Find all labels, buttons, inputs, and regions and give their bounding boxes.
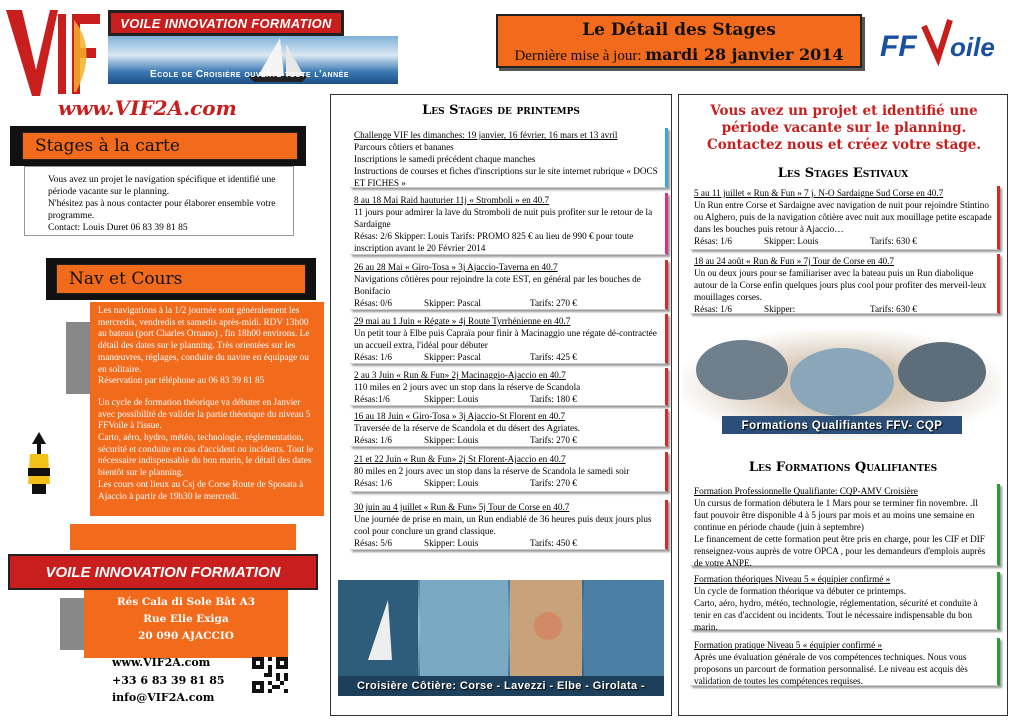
svg-text:oile: oile (950, 32, 995, 62)
buoy-icon (24, 432, 54, 496)
spring-card-2: 8 au 18 Mai Raid hauturier 11j « Stromboli » en 40.7 11 jours pour admirer la lave du Stromboli de nuit puis profiter sur le retour de la Sardaigne Résas: 2/6 Skipper: Louis Tarifs: PROMO 825 € au lieu de 990 € pour toute inscription avant le 20 Février 2014 (350, 193, 668, 255)
contact-block (112, 654, 225, 707)
formation-card-3: Formation pratique Niveau 5 « équipier confirmé » Après une évaluation générale de vos compétences techniques. Nous vous proposons un parcourt de formation personnalisé. Le niveau est acquis dès validation de toutes les compétences requises. (690, 638, 1000, 686)
spring-card-8: 30 juin au 4 juillet « Run & Fun» 5j Tour de Corse en 40.7 Une journée de prise en main, un Run endiablé de 36 heures puis deux jours plus cool pour conclure un grand classique. Résas: 5/6 Skipper: Louis Tarifs: 450 € (350, 500, 668, 550)
banner-title: VOILE INNOVATION FORMATION (108, 10, 344, 36)
spring-title: Les Stages de printemps (422, 103, 580, 118)
vif-orange-strip (70, 524, 296, 550)
summer-title: Les Stages Estivaux (777, 166, 909, 181)
formation-card-2: Formation théoriques Niveau 5 « équipier confirmé » Un cycle de formation théorique va débuter ce printemps. Carto, aéro, hydro, météo, technologie, réglementation, sécurité et conduite à tenir en cas d'accident ou incidents. Tout le nécessaire indispensable du bon marin. (690, 572, 1000, 630)
stages-header: Stages à la carte (22, 132, 298, 160)
update-date: mardi 28 janvier 2014 (645, 45, 844, 64)
summer-card-1: 5 au 11 juillet « Run & Fun » 7 j. N-O Sardaigne Sud Corse en 40.7 Un Run entre Corse et Sardaigne avec navigation de nuit pour rejoindre Stintino ou Alghero, puis de la navigation côtière avec nuit aux mouillage petite escapade dans les bouches puis retour à Ajaccio… Résas: 1/6 Skipper: Louis Tarifs: 630 € (690, 186, 1000, 250)
update-line (498, 45, 860, 65)
formation-card-1: Formation Professionnelle Qualifiante: CQP-AMV Croisière Un cursus de formation débutera le 1 Mars pour se terminer fin novembre. .Il faut pouvoir être disponible 4 à 5 jours par mois et au moins une semaine en continue en période chaude (juin à septembre) Le financement de cette formation peut être pris en charge, pour les CIF et DIF renseignez-vous auprès de votre OPCA , pour les demandeurs d'emplois auprès de votre ANPE. (690, 484, 1000, 566)
grey-accent-bar (66, 322, 92, 394)
spring-card-6: 16 au 18 Juin « Giro-Tosa » 3j Ajaccio-St Florent en 40.7 Traversée de la réserve de Scandola et du désert des Agriates. Résas: 1/6 Skipper: Louis Tarifs: 270 € (350, 409, 668, 447)
nav-text-box: Les navigations à la 1/2 journée sont généralement les mercredis, vendredis et samedis après-midi. RDV 13h00 au bateau (port Charles Ornano) , fin 18h00 environs. Le détail des dates sur le planning. Très orientées sur les manœuvres, réglages, conduite du navire en équipage ou en solitaire. Réservation par téléphone au 06 83 39 81 85 Un cycle de formation théorique va débuter en Janvier avec possibilité de valider la partie théorique du niveau 5 FFVoile à l'issue. Carto, aéro, hydro, météo, technologie, réglementation, sécurité et conduite en cas d'accident ou incidents. Tout le nécessaire indispensable du bon marin, le détail des dates bientôt sur le planning. Les cours ont lieux au Csj de Corse Route de Sposata à Ajaccio à partir de 19h30 le mercredi. (90, 302, 324, 516)
svg-text:FF: FF (880, 30, 917, 63)
vif-title: VOILE INNOVATION FORMATION (8, 554, 318, 590)
contact-website-link[interactable]: www.VIF2A.com (112, 656, 211, 669)
summer-card-2: 18 au 24 août « Run & Fun » 7j Tour de Corse en 40.7 Un ou deux jours pour se familiariser avec la bateau puis un Run diabolique autour de la Corse enfin quelques jours plus cool pour profiter des merveil-leux mouillages corses. Résas: 1/6 Skipper: Tarifs: 630 € (690, 254, 1000, 314)
spring-card-3: 26 au 28 Mai « Giro-Tosa » 3j Ajaccio-Taverna en 40.7 Navigations côtières pour rejoindre la cote EST, en général par les bouches de Bonifacio Résas: 0/6 Skipper: Pascal Tarifs: 270 € (350, 260, 668, 310)
page-title: Le Détail des Stages (582, 20, 776, 40)
ffvoile-logo (876, 12, 1012, 72)
spring-card-4: 29 mai au 1 Juin « Régate » 4j Route Tyrrhénienne en 40.7 Un petit tour à Elbe puis Capraïa pour finir à Macinaggio une régate dé-contractée un accueil extra, l'idéal pour débuter Résas: 1/6 Skipper: Pascal Tarifs: 425 € (350, 314, 668, 364)
spring-card-1: Challenge VIF les dimanches: 19 janvier, 16 février, 16 mars et 13 avril Parcours côtiers et bananes Inscriptions le samedi précédent chaque manches Instructions de courses et fiches d'inscriptions sur le site internet rubrique « DOCS ET FICHES » (350, 128, 668, 188)
banner-caption: Ecole de Croisière ouverte toute l'année (150, 69, 349, 80)
stages-text: Vous avez un projet le navigation spécifique et identifié une période vacante sur le planning. N'hésitez pas à nous contacter pour élaborer ensemble votre programme. Contact: Louis Duret 06 83 39 81 85 (48, 175, 276, 233)
nav-header: Nav et Cours (56, 264, 306, 294)
update-prefix: Dernière mise à jour: (514, 48, 642, 64)
vif-logo (0, 0, 104, 104)
title-box (496, 14, 862, 68)
qr-code-icon (252, 657, 288, 693)
formations-title: Les Formations Qualifiantes (748, 460, 938, 475)
formations-photo-caption: Formations Qualifiantes FFV- CQP (741, 420, 943, 432)
coastal-photo-caption: Croisière Côtière: Corse - Lavezzi - Elbe - Girolata - (356, 680, 646, 692)
address-box: Rés Cala di Sole Bât A3 Rue Elie Exiga 20 090 AJACCIO (84, 590, 288, 658)
formations-photo (682, 330, 1002, 440)
spring-card-5: 2 au 3 Juin « Run & Fun» 2j Macinaggio-Ajaccio en 40.7 110 miles en 2 jours avec un stop dans la réserve de Scandola Résas:1/6 Skipper: Louis Tarifs: 180 € (350, 368, 668, 406)
coastal-cruise-photo (338, 580, 664, 696)
contact-email-link[interactable]: info@VIF2A.com (112, 691, 215, 705)
site-url-link[interactable]: www.VIF2A.com (58, 96, 237, 120)
spring-card-7: 21 et 22 Juin « Run & Fun» 2j St Florent-Ajaccio en 40.7 80 miles en 2 jours avec un stop dans la réserve de Scandola le samedi soir Résas: 1/6 Skipper: Louis Tarifs: 270 € (350, 452, 668, 492)
project-headline: Vous avez un projet et identifié une période vacante sur le planning. Contactez nous et créez votre stage. (706, 103, 982, 153)
contact-phone: +33 6 83 39 81 85 (112, 673, 225, 687)
